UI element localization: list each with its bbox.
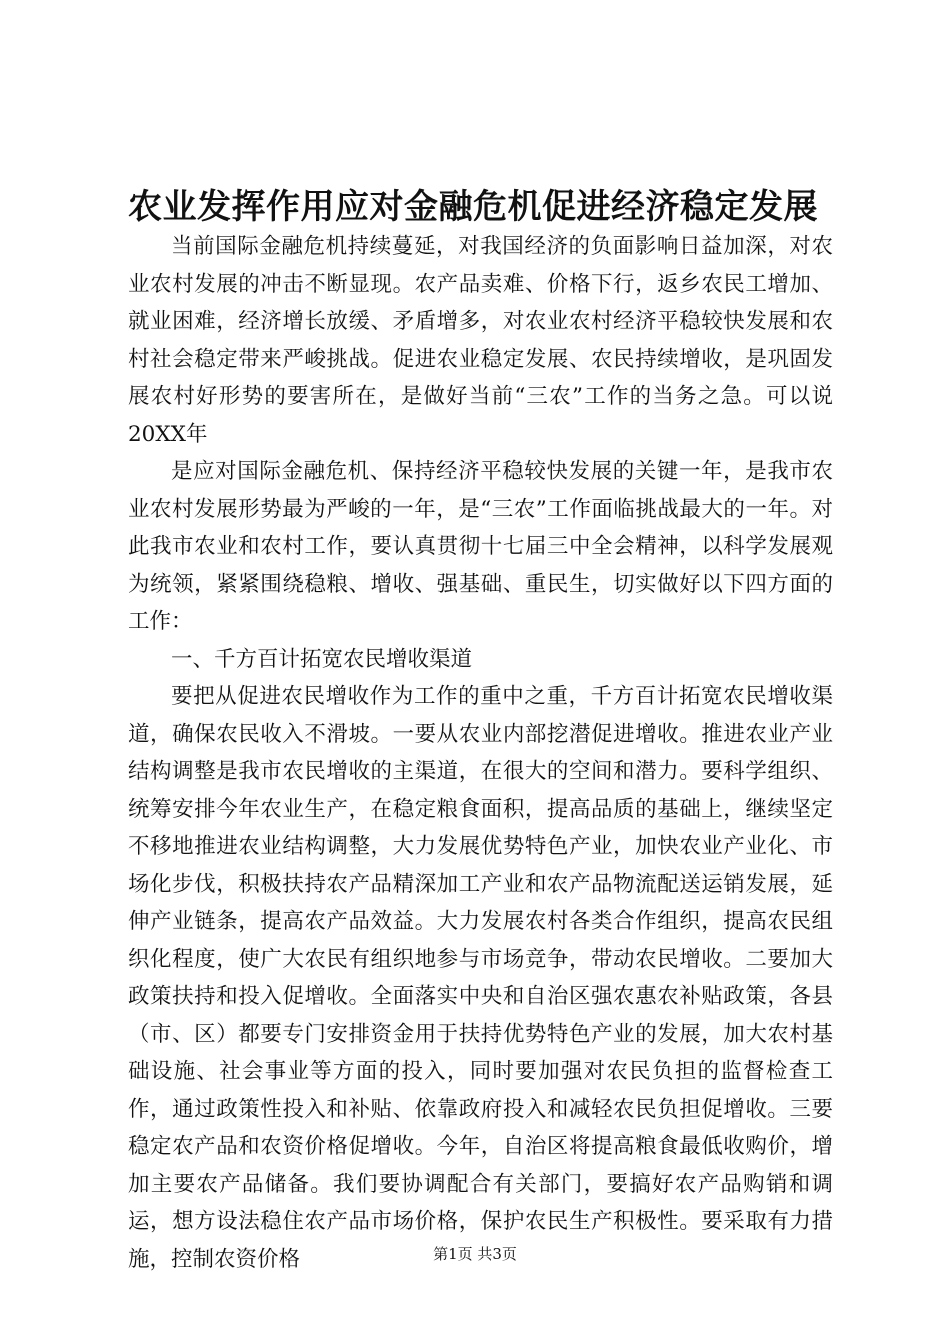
paragraph-section-one: 要把从促进农民增收作为工作的重中之重，千方百计拓宽农民增收渠道，确保农民收入不滑坡。一要从农业内部挖潜促进增收。推进农业产业结构调整是我市农民增收的主渠道，在很大的空间和潜力。要科学组织、统筹安排今年农业生产，在稳定粮食面积，提高品质的基础上，继续坚定不移地推进农业结构调整，大力发展优势特色产业，加快农业产业化、市场化步伐，积极扶持农产品精深加工产业和农产品物流配送运销发展，延伸产业链条，提高农产品效益。大力发展农村各类合作组织，提高农民组织化程度，使广大农民有组织地参与市场竞争，带动农民增收。二要加大政策扶持和投入促增收。全面落实中央和自治区强农惠农补贴政策，各县（市、区）都要专门安排资金用于扶持优势特色产业的发展，加大农村基础设施、社会事业等方面的投入，同时要加强对农民负担的监督检查工作，通过政策性投入和补贴、依靠政府投入和减轻农民负担促增收。三要稳定农产品和农资价格促增收。今年，自治区将提高粮食最低收购价，增加主要农产品储备。我们要协调配合有关部门，要搞好农产品购销和调运，想方设法稳住农产品市场价格，保护农民生产积极性。要采取有力措施，控制农资价格	[128, 684, 833, 1272]
paragraph-intro: 当前国际金融危机持续蔓延，对我国经济的负面影响日益加深，对农业农村发展的冲击不断显现。农产品卖难、价格下行，返乡农民工增加、就业困难，经济增长放缓、矛盾增多，对农业农村经济平稳较快发展和农村社会稳定带来严峻挑战。促进农业稳定发展、农民持续增收，是巩固发展农村好形势的要害所在，是做好当前“三农”工作的当务之急。可以说20XX年	[128, 234, 833, 447]
document-title: 农业发挥作用应对金融危机促进经济稳定发展	[128, 187, 818, 227]
paragraph-continuation: 是应对国际金融危机、保持经济平稳较快发展的关键一年，是我市农业农村发展形势最为严峻的一年，是“三农”工作面临挑战最大的一年。对此我市农业和农村工作，要认真贯彻十七届三中全会精神，以科学发展观为统领，紧紧围绕稳粮、增收、强基础、重民生，切实做好以下四方面的工作：	[128, 459, 833, 634]
section-heading-one: 一、千方百计拓宽农民增收渠道	[171, 646, 473, 672]
document-body	[128, 228, 833, 1278]
page-footer: 第1页 共3页	[433, 1245, 517, 1263]
